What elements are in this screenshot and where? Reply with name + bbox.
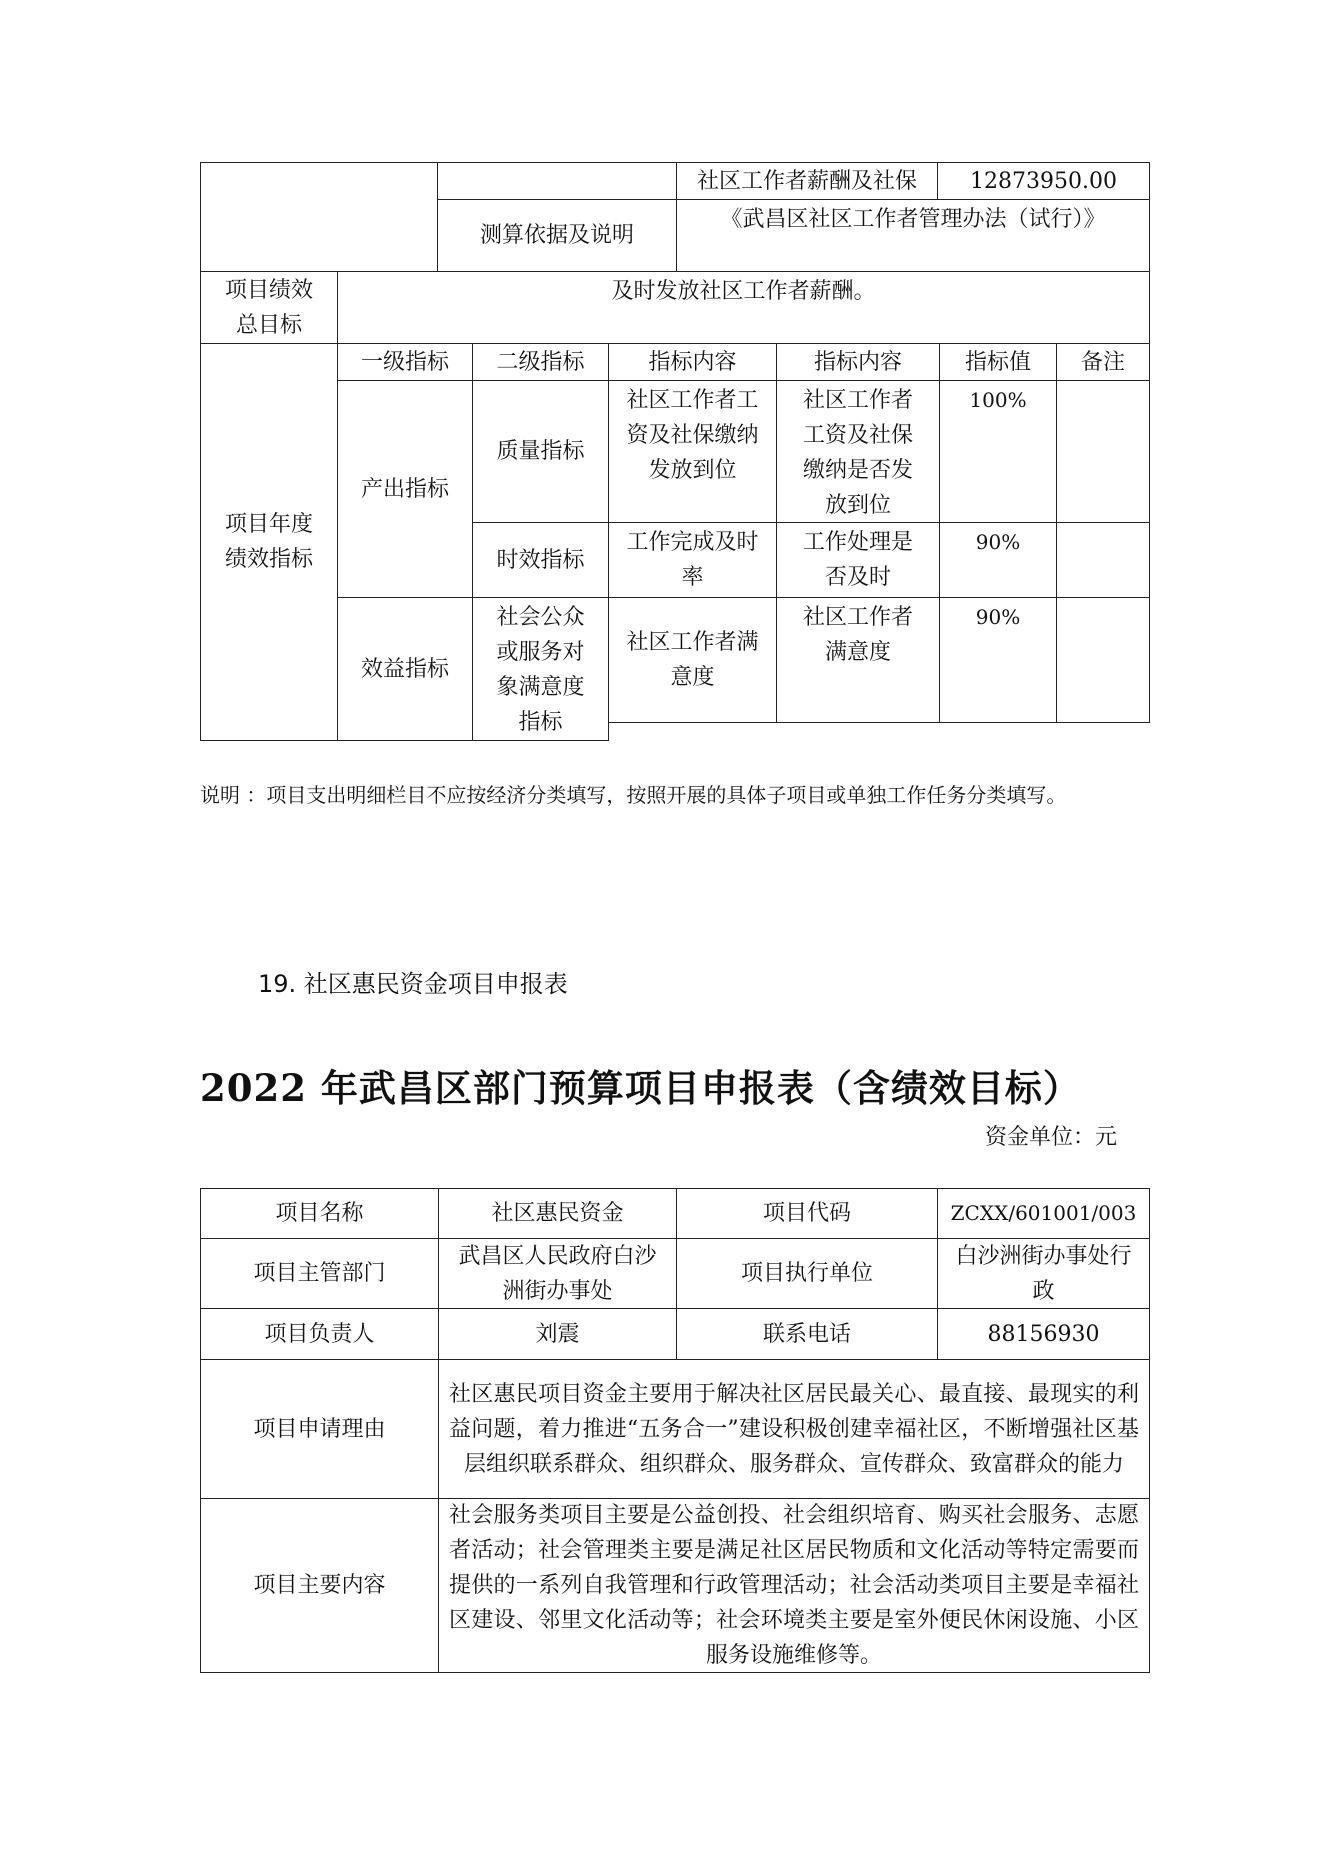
header-level2: 二级指标 [472,343,609,381]
timeliness-indicator-label: 时效指标 [472,522,609,598]
quality-content-1: 社区工作者工资及社保缴纳发放到位 [608,380,777,523]
basis-value: 《武昌区社区工作者管理办法（试行）》 [676,199,1150,272]
header-remark: 备注 [1056,343,1150,381]
leader-value: 刘震 [438,1308,677,1360]
exec-value: 白沙洲街办事处行政 [937,1238,1150,1309]
timeliness-content-2: 工作处理是否及时 [776,522,940,598]
basis-label: 测算依据及说明 [437,199,677,272]
reason-value: 社区惠民项目资金主要用于解决社区居民最关心、最直接、最现实的利益问题，着力推进“五务合一”建设积极创建幸福社区，不断增强社区基层组织联系群众、组织群众、服务群众、宣传群众、致富群众的能力 [438,1359,1150,1499]
header-value: 指标值 [939,343,1057,381]
name-label: 项目名称 [200,1188,439,1239]
name-value: 社区惠民资金 [438,1188,677,1239]
content-label: 项目主要内容 [200,1498,439,1673]
timeliness-remark [1056,522,1150,598]
quality-value: 100% [939,380,1057,523]
quality-content-2: 社区工作者工资及社保缴纳是否发放到位 [776,380,940,523]
salary-item-amount: 12873950.00 [937,162,1150,200]
timeliness-value: 90% [939,522,1057,598]
header-content2: 指标内容 [776,343,940,381]
phone-label: 联系电话 [676,1308,938,1360]
overall-goal-label: 项目绩效总目标 [200,271,338,344]
annual-indicators-label: 项目年度绩效指标 [200,343,338,741]
top-table-blank-cell [200,162,438,272]
satisfaction-indicator-label: 社会公众或服务对象满意度指标 [472,597,609,741]
leader-label: 项目负责人 [200,1308,439,1360]
phone-value: 88156930 [937,1308,1150,1360]
satisfaction-content-1: 社区工作者满意度 [608,597,777,723]
header-level1: 一级指标 [337,343,473,381]
quality-indicator-label: 质量指标 [472,380,609,523]
satisfaction-content-2: 社区工作者满意度 [776,597,940,723]
section-heading: 19. 社区惠民资金项目申报表 [258,970,568,998]
quality-remark [1056,380,1150,523]
satisfaction-value: 90% [939,597,1057,723]
dept-value: 武昌区人民政府白沙洲街办事处 [438,1238,677,1309]
code-value: ZCXX/601001/003 [937,1188,1150,1239]
salary-item-label: 社区工作者薪酬及社保 [676,162,938,200]
table-note: 说明 ：项目支出明细栏目不应按经济分类填写，按照开展的具体子项目或单独工作任务分类填写。 [200,783,1067,807]
page-title: 2022 年武昌区部门预算项目申报表（含绩效目标） [200,1066,1081,1110]
benefit-indicator-label: 效益指标 [337,597,473,741]
top-table-blank-subcell [437,162,677,200]
exec-label: 项目执行单位 [676,1238,938,1309]
output-indicator-label: 产出指标 [337,380,473,598]
header-content1: 指标内容 [608,343,777,381]
funding-unit: 资金单位：元 [985,1125,1118,1150]
dept-label: 项目主管部门 [200,1238,439,1309]
code-label: 项目代码 [676,1188,938,1239]
satisfaction-remark [1056,597,1150,723]
timeliness-content-1: 工作完成及时率 [608,522,777,598]
content-value: 社会服务类项目主要是公益创投、社会组织培育、购买社会服务、志愿者活动；社会管理类主要是满足社区居民物质和文化活动等特定需要而提供的一系列自我管理和行政管理活动；社会活动类项目主要是幸福社区建设、邻里文化活动等；社会环境类主要是室外便民休闲设施、小区服务设施维修等。 [438,1498,1150,1673]
reason-label: 项目申请理由 [200,1359,439,1499]
overall-goal-value: 及时发放社区工作者薪酬。 [337,271,1150,344]
